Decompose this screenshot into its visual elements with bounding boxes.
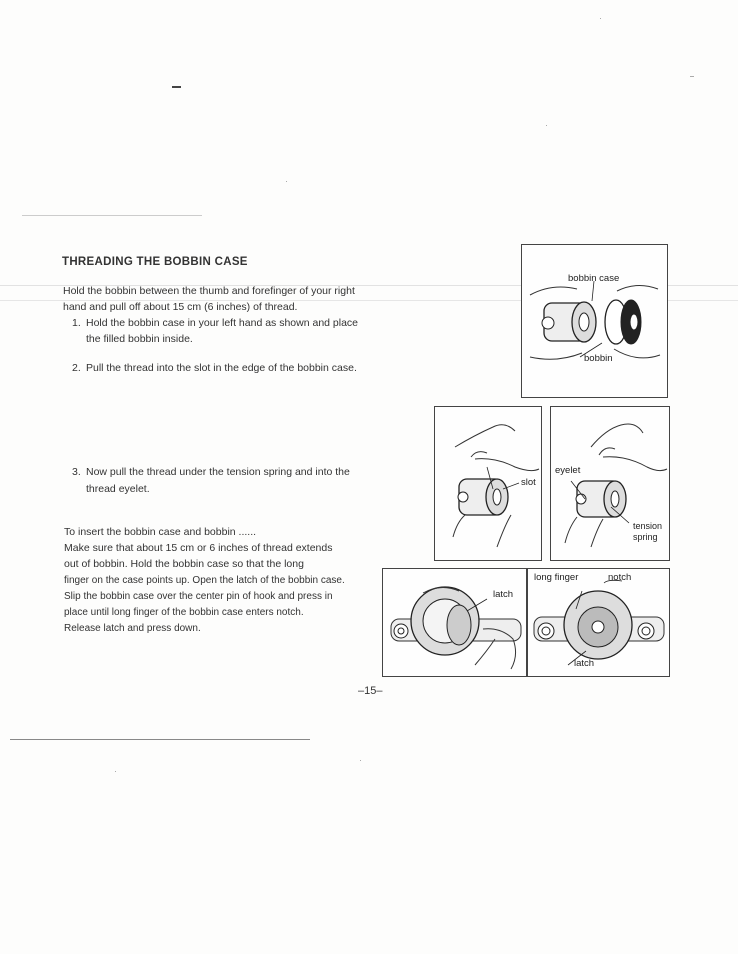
label-latch: latch xyxy=(493,589,514,600)
insert-line: Release latch and press down. xyxy=(64,623,201,634)
notch-illustration xyxy=(528,569,669,676)
intro-line-2: hand and pull off about 15 cm (6 inches) of thread. xyxy=(63,301,298,313)
latch-illustration xyxy=(383,569,526,676)
page-number: –15– xyxy=(358,685,383,697)
label-tension: tension xyxy=(633,521,663,531)
section-title: THREADING THE BOBBIN CASE xyxy=(62,256,248,268)
step-3 xyxy=(72,464,350,481)
dust xyxy=(690,76,694,77)
insert-line: Slip the bobbin case over the center pin of hook and press in xyxy=(64,591,333,602)
figure-bobbin-case-and-bobbin xyxy=(521,244,668,398)
label-spring: spring xyxy=(633,532,658,542)
label-bobbin-case: bobbin case xyxy=(568,273,620,284)
dust xyxy=(286,181,287,182)
step-text: Pull the thread into the slot in the edge of the bobbin case. xyxy=(86,362,357,374)
bobbin-illustration xyxy=(522,245,667,397)
label-notch: notch xyxy=(608,572,632,583)
scan-line xyxy=(10,739,310,740)
label-long-finger: long finger xyxy=(534,572,579,583)
step-number: 3. xyxy=(72,466,81,478)
insert-heading: To insert the bobbin case and bobbin ...... xyxy=(64,526,257,538)
step-2 xyxy=(72,360,357,377)
label-eyelet: eyelet xyxy=(555,465,581,476)
figure-insert-latch xyxy=(382,568,527,677)
insert-line: finger on the case points up. Open the latch of the bobbin case. xyxy=(64,575,345,586)
figure-long-finger-notch xyxy=(527,568,670,677)
insert-line: place until long finger of the bobbin case enters notch. xyxy=(64,607,304,618)
label-bobbin: bobbin xyxy=(584,353,613,364)
step-number: 1. xyxy=(72,317,81,329)
step-text: Hold the bobbin case in your left hand as shown and place xyxy=(86,317,359,329)
insert-line: out of bobbin. Hold the bobbin case so that the long xyxy=(64,558,304,570)
dust xyxy=(360,760,361,761)
step-1-line-2: the filled bobbin inside. xyxy=(86,333,193,345)
figure-eyelet-tension-spring xyxy=(550,406,670,561)
intro-line-1: Hold the bobbin between the thumb and forefinger of your right xyxy=(63,285,355,297)
dust xyxy=(115,771,116,772)
step-text: Now pull the thread under the tension spring and into the xyxy=(86,466,350,478)
dust xyxy=(600,18,601,19)
step-3-line-2: thread eyelet. xyxy=(86,483,150,495)
step-number: 2. xyxy=(72,362,81,374)
figure-slot xyxy=(434,406,542,561)
scan-mark xyxy=(172,86,181,88)
scan-line xyxy=(22,215,202,216)
step-1 xyxy=(72,315,358,332)
label-latch: latch xyxy=(574,658,595,669)
label-slot: slot xyxy=(521,477,536,488)
insert-line: Make sure that about 15 cm or 6 inches of thread extends xyxy=(64,542,333,554)
dust xyxy=(546,125,547,126)
